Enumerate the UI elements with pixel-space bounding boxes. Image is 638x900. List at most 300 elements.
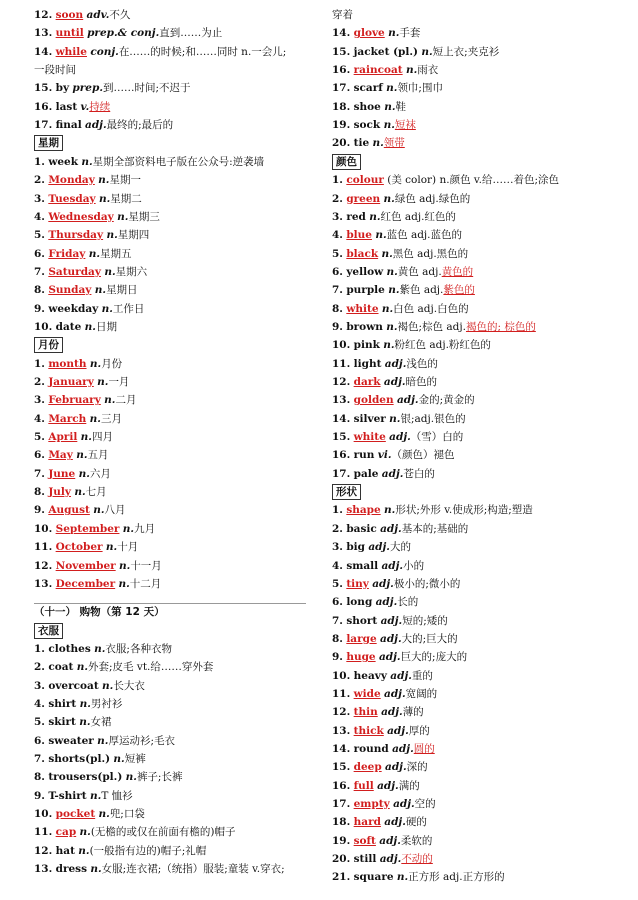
entry-meaning: 直到……为止 <box>159 27 223 40</box>
entry-number: 14. <box>332 27 351 40</box>
vocab-entry <box>34 79 191 97</box>
entry-word: cap <box>55 826 77 839</box>
entry-word: black <box>346 247 379 260</box>
vocab-entry <box>34 391 136 409</box>
entry-meaning: 蓝色 adj.蓝色的 <box>386 229 463 242</box>
entry-number: 5. <box>34 229 45 242</box>
entry-word: December <box>55 577 116 590</box>
entry-number: 8. <box>332 302 343 315</box>
vocab-entry <box>34 6 130 24</box>
entry-number: 14. <box>332 412 351 425</box>
entry-word: weekday <box>48 302 99 315</box>
entry-word: yellow <box>346 265 384 278</box>
vocab-entry <box>332 446 455 464</box>
entry-word: red <box>346 210 366 223</box>
entry-meaning: 领巾;围巾 <box>397 82 443 95</box>
entry-number: 10. <box>332 669 351 682</box>
vocab-entry <box>332 43 499 61</box>
entry-meaning: （颜色）褪色 <box>391 449 455 462</box>
category-header: 星期 <box>34 135 63 151</box>
part-of-speech: n. <box>98 192 111 205</box>
entry-word: Wednesday <box>48 210 114 223</box>
entry-meaning: 深的 <box>406 761 428 774</box>
entry-number: 9. <box>332 651 343 664</box>
part-of-speech: adv. <box>86 9 110 21</box>
entry-meaning: 长大衣 <box>113 679 145 692</box>
entry-meaning: 绿色 adj.绿色的 <box>394 192 471 205</box>
part-of-speech: n. <box>105 541 118 554</box>
part-of-speech: n. <box>94 642 106 655</box>
entry-word: scarf <box>353 82 383 95</box>
part-of-speech: n. <box>102 679 114 692</box>
entry-meaning: 十一月 <box>130 559 162 572</box>
entry-number: 8. <box>332 632 343 645</box>
entry-meaning: 薄的 <box>402 706 424 719</box>
part-of-speech: n. <box>98 174 110 187</box>
entry-number: 20. <box>332 853 351 866</box>
entry-meaning: 苍白的 <box>403 467 435 480</box>
entry-number: 3. <box>34 679 45 692</box>
entry-number: 9. <box>34 504 45 517</box>
entry-meaning: 到……时间;不迟于 <box>102 82 191 95</box>
entry-word: October <box>55 541 103 554</box>
vocab-entry <box>332 134 405 152</box>
part-of-speech: n. <box>74 486 86 499</box>
entry-word: November <box>55 559 116 572</box>
entry-word: wide <box>353 687 381 700</box>
entry-meaning-highlight: 紫色的 <box>443 284 475 297</box>
vocab-entry <box>34 318 117 336</box>
part-of-speech: n. <box>80 431 92 444</box>
entry-number: 19. <box>332 119 351 132</box>
entry-number: 17. <box>332 798 351 811</box>
entry-number: 21. <box>332 871 351 884</box>
part-of-speech: prep.& conj. <box>87 27 160 40</box>
entry-word: tie <box>353 137 370 150</box>
part-of-speech: n. <box>384 504 396 517</box>
entry-meaning: 六月 <box>89 467 111 480</box>
entry-meaning: 厚的 <box>408 724 430 737</box>
entry-number: 9. <box>34 789 45 802</box>
part-of-speech: n. <box>97 734 109 747</box>
entry-number: 13. <box>34 577 53 590</box>
vocab-entry <box>332 501 533 519</box>
entry-meaning: 短裤 <box>124 753 146 765</box>
entry-word: month <box>48 357 87 370</box>
entry-meaning: 银;adj.银色的 <box>400 412 466 425</box>
entry-word: June <box>48 467 76 480</box>
entry-number: 10. <box>34 808 53 821</box>
entry-meaning: 十月 <box>117 541 139 554</box>
entry-meaning: 黄色 adj. <box>397 265 442 278</box>
entry-number: 8. <box>34 284 45 297</box>
entry-meaning: 星期二 <box>110 192 142 205</box>
entry-word: February <box>48 394 101 407</box>
entry-meaning: (无檐的或仅在前面有檐的)帽子 <box>90 826 236 839</box>
entry-meaning: 一月 <box>108 376 130 388</box>
entry-number: 13. <box>332 724 351 737</box>
entry-number: 1. <box>34 357 45 370</box>
entry-meaning: 八月 <box>104 504 126 517</box>
vocab-entry <box>332 703 424 721</box>
part-of-speech: n. <box>388 284 400 297</box>
entry-word: silver <box>353 412 386 425</box>
vocab-entry <box>332 336 491 354</box>
entry-word: August <box>48 504 90 517</box>
entry-word: sweater <box>48 734 94 747</box>
vocab-entry <box>332 61 438 79</box>
entry-word: jacket (pl.) <box>353 45 419 58</box>
vocab-entry <box>34 768 182 786</box>
entry-word: heavy <box>353 669 387 682</box>
part-of-speech: adj. <box>396 394 419 407</box>
entry-number: 13. <box>34 27 53 40</box>
entry-number: 5. <box>332 577 343 590</box>
entry-number: 18. <box>332 816 351 829</box>
part-of-speech: adj. <box>384 357 407 370</box>
entry-number: 10. <box>34 320 53 333</box>
category-header: 月份 <box>34 337 63 353</box>
entry-number: 5. <box>332 247 343 260</box>
entry-meaning: 浅色的 <box>406 357 438 370</box>
vocab-entry <box>34 300 144 318</box>
vocab-entry <box>34 640 172 658</box>
entry-word: final <box>55 119 82 132</box>
vocab-entry <box>332 318 536 336</box>
part-of-speech: n. <box>125 771 137 784</box>
entry-number: 6. <box>34 247 45 260</box>
vocab-entry <box>34 373 129 391</box>
vocab-entry <box>34 153 264 171</box>
part-of-speech: n. <box>388 27 400 40</box>
part-of-speech: n. <box>386 82 398 95</box>
entry-word: raincoat <box>353 64 403 77</box>
entry-meaning: 七月 <box>85 486 107 499</box>
entry-number: 2. <box>332 192 343 205</box>
part-of-speech: n. <box>90 863 102 876</box>
vocab-entry <box>332 465 435 483</box>
entry-number: 2. <box>332 522 343 535</box>
entry-meaning: 星期一 <box>109 174 141 187</box>
entry-number: 8. <box>34 771 45 784</box>
entry-meaning: 裤子;长裤 <box>136 771 183 784</box>
vocab-entry <box>34 842 206 860</box>
vocab-entry <box>332 300 469 318</box>
entry-number: 8. <box>34 486 45 499</box>
entry-number: 17. <box>34 119 53 132</box>
part-of-speech: adj. <box>381 467 404 480</box>
entry-meaning: 衣服;各种衣物 <box>105 642 172 655</box>
vocab-entry <box>332 685 437 703</box>
entry-word: large <box>346 632 377 645</box>
part-of-speech: n. <box>405 64 418 77</box>
vocab-entry <box>332 520 468 538</box>
part-of-speech: n. <box>386 265 398 278</box>
part-of-speech: vi. <box>377 449 392 462</box>
section-divider <box>34 603 306 604</box>
entry-meaning: 兜;口袋 <box>109 808 145 821</box>
vocab-entry <box>34 116 173 134</box>
vocab-entry <box>34 538 138 556</box>
part-of-speech: n. <box>396 871 409 884</box>
vocab-entry <box>332 410 466 428</box>
entry-meaning: 工作日 <box>112 302 145 315</box>
part-of-speech: n. <box>98 808 110 821</box>
part-of-speech: n. <box>76 661 89 674</box>
entry-meaning: 外套;皮毛 vt.给……穿外套 <box>88 661 214 674</box>
part-of-speech: n. <box>84 320 96 333</box>
entry-meaning-highlight: 圆的 <box>413 743 435 755</box>
entry-meaning: 女服;连衣裙;（统指）服装;童装 v.穿衣; <box>101 863 285 876</box>
vocab-entry <box>332 171 559 189</box>
entry-meaning: 在……的时候;和……同时 n.一会儿; <box>118 45 287 58</box>
entry-meaning-highlight: 黄色的 <box>441 265 474 278</box>
entry-meaning: 正方形 adj.正方形的 <box>408 871 505 884</box>
entry-number: 1. <box>332 504 343 517</box>
entry-meaning: 星期五 <box>100 247 132 260</box>
entry-word: dress <box>55 863 88 876</box>
entry-word: short <box>346 614 378 627</box>
part-of-speech: adj. <box>378 651 401 664</box>
entry-word: shape <box>346 504 381 517</box>
entry-meaning: 粉红色 adj.粉红色的 <box>394 339 491 352</box>
entry-meaning: （雪）白的 <box>410 431 464 444</box>
part-of-speech: n. <box>97 376 109 388</box>
entry-meaning: 大的;巨大的 <box>401 632 458 645</box>
entry-number: 2. <box>34 661 45 674</box>
entry-word: Monday <box>48 174 95 187</box>
part-of-speech: n. <box>94 284 107 297</box>
entry-number: 7. <box>332 284 343 297</box>
entry-number: 15. <box>34 82 53 95</box>
entry-number: 4. <box>332 559 343 572</box>
entry-number: 1. <box>332 174 343 187</box>
entry-word: glove <box>353 27 385 40</box>
vocab-entry <box>332 24 420 42</box>
vocab-entry <box>332 116 416 134</box>
entry-continuation: 穿着 <box>332 9 353 21</box>
vocab-entry <box>34 208 160 226</box>
entry-number: 6. <box>332 596 343 609</box>
vocab-entry <box>332 557 424 575</box>
part-of-speech: n. <box>384 100 396 113</box>
part-of-speech: n. <box>117 210 129 223</box>
entry-meaning: 褐色;棕色 adj. <box>397 320 466 333</box>
entry-word: T-shirt <box>48 789 87 802</box>
entry-word: pink <box>353 339 380 352</box>
vocab-entry <box>332 612 448 630</box>
entry-meaning-highlight: 褐色的; 棕色的 <box>465 320 536 333</box>
part-of-speech: n. <box>93 504 105 517</box>
part-of-speech: n. <box>79 716 91 729</box>
entry-meaning: 雨衣 <box>417 64 439 77</box>
part-of-speech: n. <box>78 844 90 857</box>
part-of-speech: n. <box>389 412 401 425</box>
entry-number: 3. <box>332 541 343 554</box>
entry-number: 15. <box>332 761 351 774</box>
part-of-speech: n. <box>106 229 118 242</box>
part-of-speech: n. <box>90 789 102 802</box>
entry-number: 11. <box>34 541 53 554</box>
part-of-speech: adj. <box>379 853 402 866</box>
entry-meaning: 金的;黄金的 <box>418 394 475 407</box>
vocab-entry <box>34 483 107 501</box>
entry-meaning: 最终的;最后的 <box>106 119 174 132</box>
entry-word: by <box>55 82 70 95</box>
entry-meaning-highlight: 不动的 <box>401 853 433 866</box>
category-header: 形状 <box>332 484 361 500</box>
vocab-entry <box>332 740 435 758</box>
entry-number: 14. <box>34 45 53 58</box>
entry-word: May <box>48 449 73 462</box>
entry-meaning: 星期四 <box>117 229 150 242</box>
entry-number: 11. <box>332 687 351 700</box>
entry-number: 16. <box>332 64 351 77</box>
vocab-entry <box>332 777 420 795</box>
vocab-entry <box>332 263 473 281</box>
entry-word: coat <box>48 661 74 674</box>
entry-meaning: 小的 <box>403 559 425 572</box>
vocab-entry <box>332 373 437 391</box>
entry-meaning: 星期六 <box>115 265 148 278</box>
entry-meaning: 五月 <box>87 449 109 462</box>
vocab-entry <box>332 795 436 813</box>
vocab-entry <box>34 226 149 244</box>
entry-number: 17. <box>332 467 351 480</box>
vocab-entry <box>34 713 112 731</box>
entry-number: 5. <box>34 431 45 444</box>
entry-word: while <box>55 45 87 58</box>
entry-word: April <box>48 431 78 444</box>
entry-word: overcoat <box>48 679 99 692</box>
entry-number: 12. <box>34 844 53 857</box>
section-title: （十一） 购物（第 12 天） <box>34 606 165 619</box>
entry-word: shoe <box>353 100 381 113</box>
entry-meaning: 月份 <box>101 357 123 370</box>
entry-number: 1. <box>34 642 45 655</box>
part-of-speech: n. <box>386 320 398 333</box>
entry-word: until <box>55 27 84 40</box>
entry-word: soft <box>353 834 376 847</box>
vocab-entry <box>34 281 138 299</box>
part-of-speech: adj. <box>368 541 390 554</box>
entry-meaning: 星期全部资料电子版在公众号:逆袭墙 <box>92 155 265 168</box>
entry-meaning-highlight: 短袜 <box>394 119 416 132</box>
entry-word: big <box>346 541 365 554</box>
vocab-entry <box>34 805 145 823</box>
vocab-entry <box>34 263 147 281</box>
vocab-entry <box>34 245 132 263</box>
part-of-speech: n. <box>104 394 116 407</box>
vocab-entry <box>332 226 462 244</box>
vocab-entry <box>332 79 443 97</box>
entry-word: Saturday <box>48 265 101 278</box>
part-of-speech: adj. <box>380 632 402 645</box>
part-of-speech: adj. <box>377 779 399 792</box>
entry-word: dark <box>353 376 381 388</box>
vocab-entry <box>34 823 236 841</box>
vocab-entry <box>34 171 141 189</box>
entry-meaning: 二月 <box>115 394 137 407</box>
part-of-speech: adj. <box>393 798 415 811</box>
entry-number: 4. <box>34 412 45 425</box>
vocab-entry <box>34 98 110 116</box>
vocab-entry <box>332 281 475 299</box>
part-of-speech: n. <box>122 522 135 535</box>
entry-meaning: 短上衣;夹克衫 <box>432 45 500 58</box>
entry-word: pocket <box>55 808 96 821</box>
entry-number: 18. <box>332 100 351 113</box>
entry-number: 11. <box>332 357 351 370</box>
part-of-speech: adj. <box>384 816 406 829</box>
entry-word: still <box>353 853 377 866</box>
entry-word: empty <box>353 798 390 811</box>
part-of-speech: adj. <box>389 431 411 444</box>
entry-word: last <box>55 100 78 113</box>
entry-word: white <box>353 431 386 444</box>
entry-word: soon <box>55 9 84 21</box>
entry-meaning: 长的 <box>397 596 419 609</box>
part-of-speech: adj. <box>390 669 412 682</box>
entry-word: shorts(pl.) <box>48 753 111 765</box>
entry-word: full <box>353 779 374 792</box>
vocab-entry <box>34 658 213 676</box>
entry-number: 4. <box>332 229 343 242</box>
entry-meaning: 空的 <box>414 798 436 811</box>
entry-meaning: 巨大的;庞大的 <box>400 651 468 664</box>
entry-word: light <box>353 357 382 370</box>
entry-meaning-highlight: 持续 <box>89 100 111 113</box>
vocab-entry <box>332 245 468 263</box>
vocab-entry <box>34 575 161 593</box>
entry-number: 3. <box>34 192 45 205</box>
entry-word: thin <box>353 706 378 719</box>
entry-meaning: T 恤衫 <box>101 789 133 802</box>
vocab-entry <box>332 190 470 208</box>
entry-number: 3. <box>34 394 45 407</box>
entry-word: blue <box>346 229 372 242</box>
entry-meaning: 女裙 <box>90 716 112 729</box>
part-of-speech: n. <box>369 210 381 223</box>
entry-meaning: 不久 <box>109 9 131 21</box>
entry-number: 7. <box>332 614 343 627</box>
entry-meaning: 九月 <box>134 522 156 535</box>
entry-number: 6. <box>332 265 343 278</box>
entry-meaning: 短的;矮的 <box>402 614 448 627</box>
part-of-speech: adj. <box>384 687 406 700</box>
vocab-entry <box>332 850 433 868</box>
entry-word: deep <box>353 761 382 774</box>
part-of-speech: adj. <box>375 596 398 609</box>
entry-number: 5. <box>34 716 45 729</box>
part-of-speech: n. <box>104 265 116 278</box>
entry-word: Sunday <box>48 284 92 297</box>
entry-meaning: 三月 <box>100 412 122 425</box>
entry-number: 1. <box>34 155 45 168</box>
entry-number: 17. <box>332 82 351 95</box>
entry-number: 16. <box>34 100 53 113</box>
entry-number: 12. <box>34 559 53 572</box>
entry-word: pale <box>353 467 379 480</box>
entry-meaning: 十二月 <box>129 577 162 590</box>
part-of-speech: adj. <box>85 119 107 132</box>
entry-meaning-highlight: 领带 <box>383 137 405 150</box>
entry-meaning: 鞋 <box>395 100 406 113</box>
entry-number: 10. <box>332 339 351 352</box>
entry-meaning: 满的 <box>398 779 420 792</box>
vocab-entry <box>332 813 427 831</box>
entry-number: 3. <box>332 210 343 223</box>
